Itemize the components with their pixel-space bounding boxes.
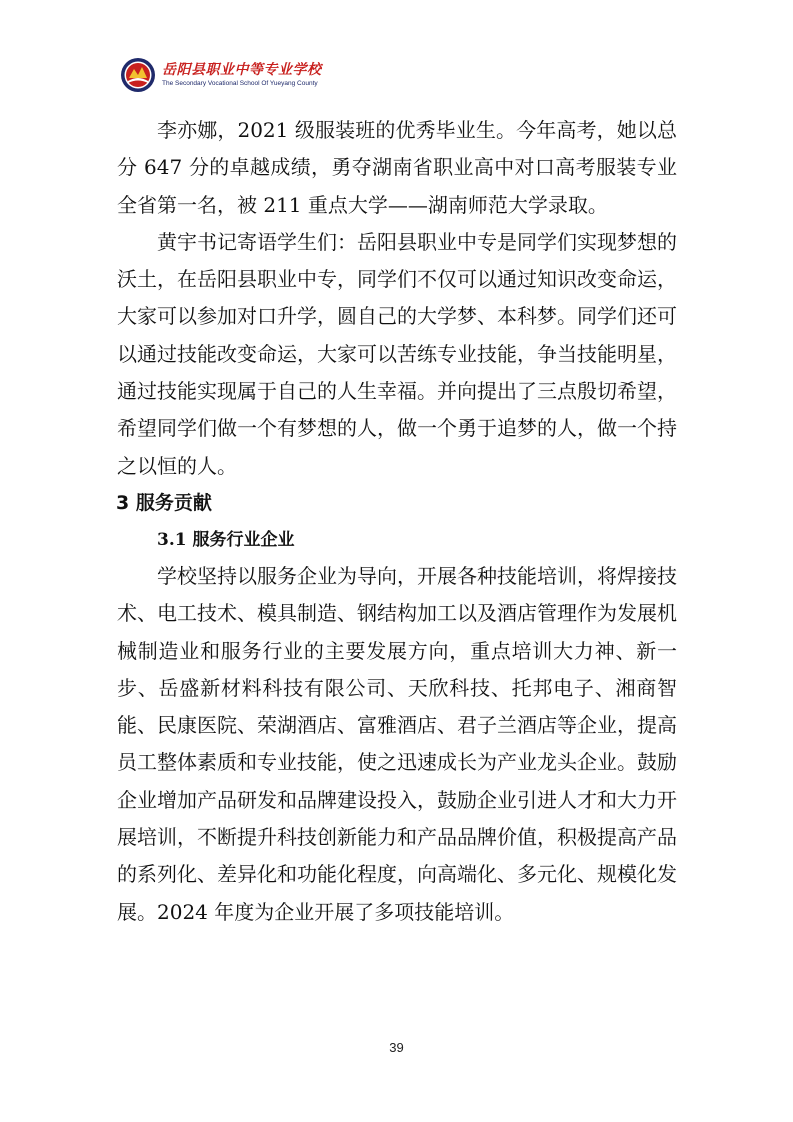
document-body bbox=[117, 112, 677, 931]
school-name-block bbox=[162, 62, 322, 88]
paragraph-graduate: 李亦娜，2021 级服装班的优秀毕业生。今年高考，她以总分 647 分的卓越成绩，勇夺湖南省职业高中对口高考服装专业全省第一名，被 211 重点大学——湖南师范大学录取。 bbox=[117, 118, 677, 217]
page-number: 39 bbox=[389, 1040, 404, 1055]
document-header bbox=[120, 55, 322, 95]
subsection-heading: 3.1 服务行业企业 bbox=[157, 529, 295, 550]
school-logo-icon bbox=[120, 57, 156, 93]
school-name-chinese: 岳阳县职业中等专业学校 bbox=[162, 62, 322, 78]
section-heading: 3 服务贡献 bbox=[116, 491, 212, 514]
school-name-english: The Secondary Vocational School Of Yueyang County bbox=[162, 80, 318, 87]
paragraph-secretary-message: 黄宇书记寄语学生们：岳阳县职业中专是同学们实现梦想的沃土，在岳阳县职业中专，同学们不仅可以通过知识改变命运，大家可以参加对口升学，圆自己的大学梦、本科梦。同学们还可以通过技能改变命运，大家可以苦练专业技能，争当技能明星，通过技能实现属于自己的人生幸福。并向提出了三点殷切希望，希望同学们做一个有梦想的人，做一个勇于追梦的人，做一个持之以恒的人。 bbox=[117, 229, 677, 478]
paragraph-enterprise-service: 学校坚持以服务企业为导向，开展各种技能培训，将焊接技术、电工技术、模具制造、钢结构加工以及酒店管理作为发展机械制造业和服务行业的主要发展方向，重点培训大力神、新一步、岳盛新材料科技有限公司、天欣科技、托邦电子、湘商智能、民康医院、荣湖酒店、富雅酒店、君子兰酒店等企业，提高员工整体素质和专业技能，使之迅速成长为产业龙头企业。鼓励企业增加产品研发和品牌建设投入，鼓励企业引进人才和大力开展培训，不断提升科技创新能力和产品品牌价值，积极提高产品的系列化、差异化和功能化程度，向高端化、多元化、规模化发展。2024 年度为企业开展了多项技能培训。 bbox=[117, 563, 677, 924]
